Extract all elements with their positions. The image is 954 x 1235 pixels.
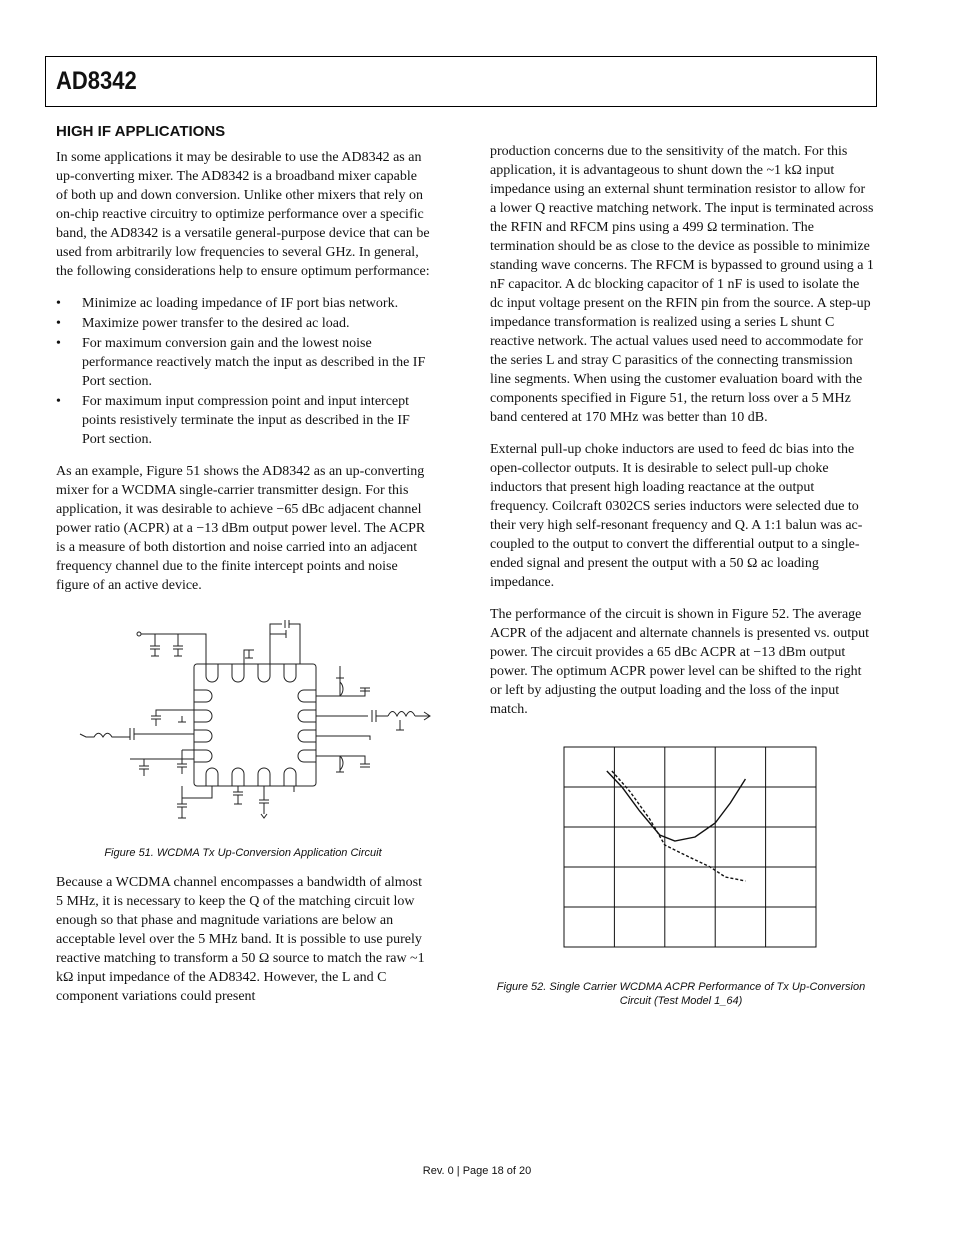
header-box xyxy=(45,56,877,107)
bandwidth-paragraph: Because a WCDMA channel encompasses a bandwidth of almost 5 MHz, it is necessary to keep the Q of the matching circuit low enough so that phase and magnitude variations are below an acceptable level over the 5 MHz band. It is possible to use purely reactive matching to transform a 50 Ω source to match the raw ~1 kΩ input impedance of the AD8342. However, the L and C component variations could present xyxy=(56,875,425,1004)
list-item: • For maximum input compression point and input intercept points resistively terminate the input as described in the IF Port section. xyxy=(56,392,430,449)
series-line-solid xyxy=(607,771,746,841)
considerations-list xyxy=(56,294,430,449)
figure-51-caption: Figure 51. WCDMA Tx Up-Conversion Application Circuit xyxy=(104,847,382,859)
plot-frame xyxy=(564,747,816,947)
list-item: • Minimize ac loading impedance of IF port bias network. xyxy=(56,294,430,313)
left-column xyxy=(56,122,430,608)
example-paragraph: As an example, Figure 51 shows the AD8342 as an up-converting mixer for a WCDMA single-carrier transmitter design. For this application, it was desirable to achieve −65 dBc adjacent channel power ratio (ACPR) at a −13 dBm output power level. The ACPR is a measure of both distortion and noise carried into an adjacent frequency channel due to the finite intercept points and noise figure of an active device. xyxy=(56,464,426,593)
list-item: • Maximize power transfer to the desired ac load. xyxy=(56,314,430,333)
right-paragraph-1: production concerns due to the sensitivity of the match. For this application, it is advantageous to shunt down the ~1 kΩ input impedance using an external shunt termination resistor to allow for a lower Q reactive matching network. The input is terminated across the RFIN and RFCM pins using a 499 Ω termination. The termination should be as close to the device as possible to minimize standing wave concerns. The RFCM is bypassed to ground using a 1 nF capacitor. A dc blocking capacitor of 1 nF is used to isolate the dc input voltage present on the RFIN pin from the source. A step-up impedance transformation is realized using a series L shunt C reactive network. The actual values used need to accommodate for the series L and stray C parasitics of the connecting transmission line segments. When using the customer evaluation board with the components specified in Figure 51, the return loss over a 5 MHz band centered at 170 MHz was better than 10 dB. xyxy=(490,144,874,425)
intro-paragraph: In some applications it may be desirable to use the AD8342 as an up-converting mixer. The AD8342 is a broadband mixer capable of both up and down conversion. Unlike other mixers that rely on on-chip reactive circuitry to optimize performance over a specific band, the AD8342 is a versatile general-purpose device that can be used from arbitrarily low frequencies to several GHz. In general, the following considerations help to ensure optimum performance: xyxy=(56,150,430,279)
part-number: AD8342 xyxy=(56,67,137,95)
section-title: HIGH IF APPLICATIONS xyxy=(56,123,226,140)
acpr-chart xyxy=(562,745,818,949)
page-footer: Rev. 0 | Page 18 of 20 xyxy=(422,1165,532,1177)
right-paragraph-3: The performance of the circuit is shown in Figure 52. The average ACPR of the adjacent and alternate channels is presented vs. output power. The circuit provides a 65 dBc ACPR at −13 dBm output power. The optimum ACPR power level can be shifted to the right or left by adjusting the output loading and the loss of the input match. xyxy=(490,607,870,717)
figure-52-caption: Figure 52. Single Carrier WCDMA ACPR Performance of Tx Up-Conversion Circuit (Test Model 1_64) xyxy=(496,981,866,1007)
right-paragraph-2: External pull-up choke inductors are used to feed dc bias into the open-collector outputs. It is desirable to select pull-up choke inductors that present high loading reactance at the output frequency. Coilcraft 0302CS series inductors were selected due to their very high self-resonant frequency and Q. A 1:1 balun was ac-coupled to the output to convert the differential output to a single-ended signal and present the output with a 50 Ω ac loading impedance. xyxy=(490,442,863,590)
list-item: • For maximum conversion gain and the lowest noise performance reactively match the input as described in the IF Port section. xyxy=(56,334,430,391)
left-column-lower xyxy=(56,873,430,1019)
right-column xyxy=(490,142,874,732)
circuit-diagram xyxy=(70,614,440,828)
